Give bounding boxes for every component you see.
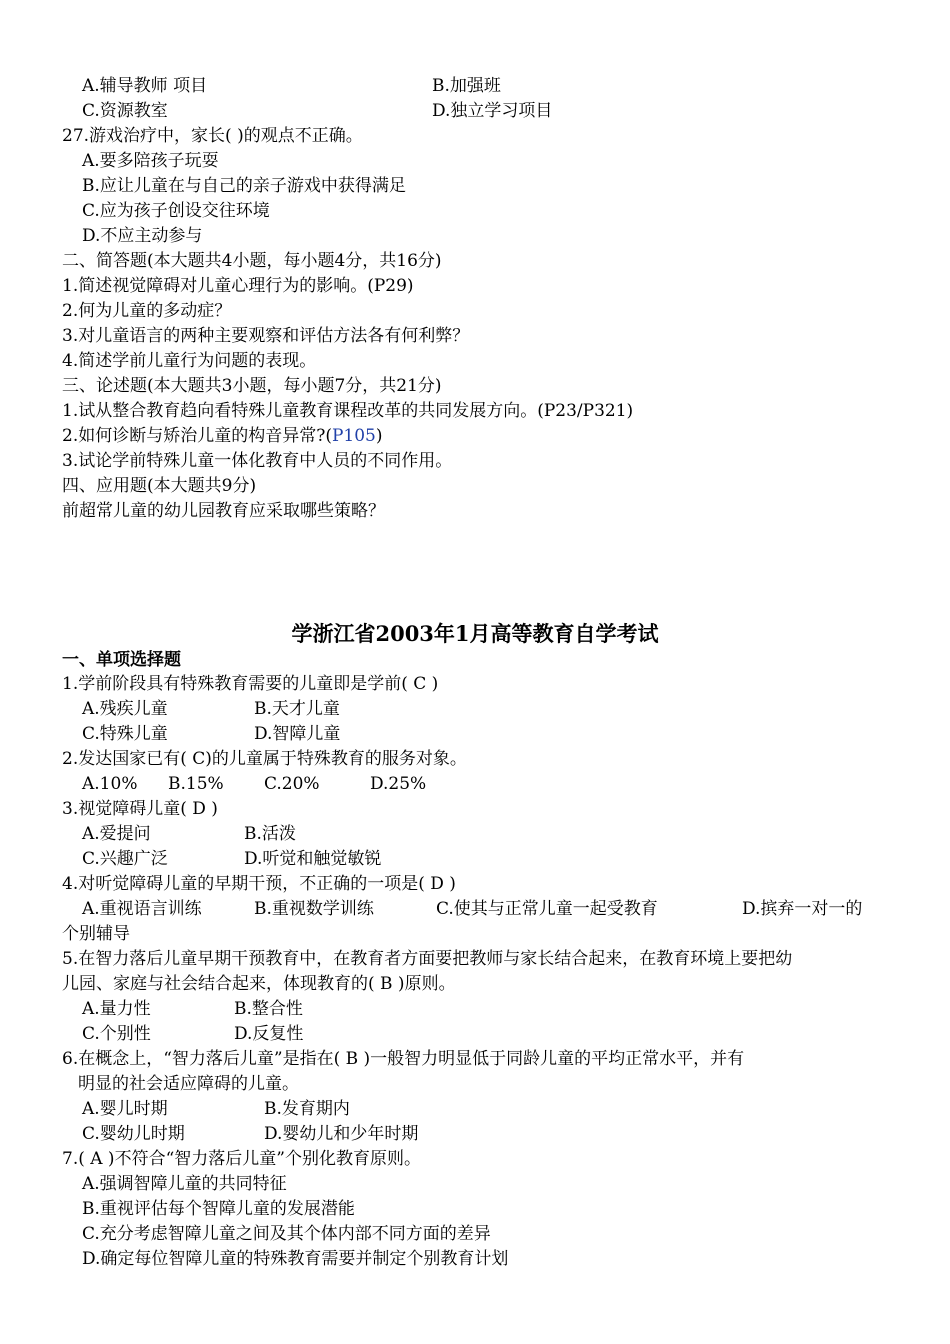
question-5-option-b: B.整合性	[234, 999, 303, 1019]
question-2-stem: 2.发达国家已有( C)的儿童属于特殊教育的服务对象。	[62, 749, 467, 769]
question-2-option-a: A.10%	[82, 774, 138, 794]
application-question: 前超常儿童的幼儿园教育应采取哪些策略？	[62, 501, 385, 521]
question-7-option-c: C.充分考虑智障儿童之间及其个体内部不同方面的差异	[82, 1224, 491, 1244]
question-4-option-c: C.使其与正常儿童一起受教育	[436, 899, 658, 919]
question-6-option-c: C.婴幼儿时期	[82, 1124, 185, 1144]
question-6-stem-line-2: 明显的社会适应障碍的儿童。	[78, 1074, 299, 1094]
essay-q2	[62, 424, 383, 448]
q27-option-a: A.要多陪孩子玩耍	[82, 151, 219, 171]
question-3-option-c: C.兴趣广泛	[82, 849, 168, 869]
q26-option-b: B.加强班	[432, 76, 501, 96]
question-6-option-d: D.婴幼儿和少年时期	[264, 1124, 419, 1144]
question-2-option-d: D.25%	[370, 774, 427, 794]
question-1-stem: 1.学前阶段具有特殊教育需要的儿童即是学前( C )	[62, 674, 439, 694]
question-5-stem-line-2: 儿园、家庭与社会结合起来，体现教育的( B )原则。	[62, 974, 456, 994]
question-5-stem-line-1: 5.在智力落后儿童早期干预教育中，在教育者方面要把教师与家长结合起来，在教育环境上要把幼	[62, 949, 793, 969]
section-short-answer-heading: 二、简答题(本大题共4小题，每小题4分，共16分)	[62, 251, 442, 271]
question-3-option-a: A.爱提问	[82, 824, 151, 844]
q27-stem: 27.游戏治疗中，家长( )的观点不正确。	[62, 126, 363, 146]
question-5-option-a: A.量力性	[82, 999, 151, 1019]
question-4-option-d: D.摈弃一对一的	[742, 899, 863, 919]
question-6-option-b: B.发育期内	[264, 1099, 350, 1119]
question-2-option-c: C.20%	[264, 774, 320, 794]
question-7-stem: 7.( A )不符合“智力落后儿童”个别化教育原则。	[62, 1149, 421, 1169]
section-application-heading: 四、应用题(本大题共9分)	[62, 476, 257, 496]
question-4-stem: 4.对听觉障碍儿童的早期干预，不正确的一项是( D )	[62, 874, 456, 894]
essay-q2-page-ref: P105	[331, 426, 376, 446]
short-answer-q1: 1.简述视觉障碍对儿童心理行为的影响。(P29)	[62, 276, 414, 296]
question-6-stem-line-1: 6.在概念上，“智力落后儿童”是指在( B )一般智力明显低于同龄儿童的平均正常水平，并有	[62, 1049, 745, 1069]
question-1-option-c: C.特殊儿童	[82, 724, 168, 744]
question-7-option-a: A.强调智障儿童的共同特征	[82, 1174, 287, 1194]
question-4-option-b: B.重视数学训练	[254, 899, 374, 919]
question-7-option-d: D.确定每位智障儿童的特殊教育需要并制定个别教育计划	[82, 1249, 509, 1269]
short-answer-q3: 3.对儿童语言的两种主要观察和评估方法各有何利弊？	[62, 326, 470, 346]
short-answer-q4: 4.简述学前儿童行为问题的表现。	[62, 351, 317, 371]
section-essay-heading: 三、论述题(本大题共3小题，每小题7分，共21分)	[62, 376, 442, 396]
question-5-option-c: C.个别性	[82, 1024, 151, 1044]
question-1-option-b: B.天才儿童	[254, 699, 340, 719]
question-3-option-b: B.活泼	[244, 824, 296, 844]
essay-q3: 3.试论学前特殊儿童一体化教育中人员的不同作用。	[62, 451, 453, 471]
question-2-option-b: B.15%	[168, 774, 224, 794]
essay-q2-text: 2.如何诊断与矫治儿童的构音异常?(	[62, 426, 332, 446]
question-3-option-d: D.听觉和触觉敏锐	[244, 849, 382, 869]
q27-option-b: B.应让儿童在与自己的亲子游戏中获得满足	[82, 176, 406, 196]
q26-option-a: A.辅导教师 项目	[82, 76, 208, 96]
question-1-option-a: A.残疾儿童	[82, 699, 168, 719]
essay-q2-close: )	[375, 426, 383, 446]
question-7-option-b: B.重视评估每个智障儿童的发展潜能	[82, 1199, 355, 1219]
short-answer-q2: 2.何为儿童的多动症？	[62, 301, 232, 321]
essay-q1: 1.试从整合教育趋向看特殊儿童教育课程改革的共同发展方向。(P23/P321)	[62, 401, 634, 421]
exam-title: 学浙江省2003年1月高等教育自学考试	[291, 621, 659, 646]
q26-option-c: C.资源教室	[82, 101, 168, 121]
question-4-option-a: A.重视语言训练	[82, 899, 202, 919]
question-6-option-a: A.婴儿时期	[82, 1099, 168, 1119]
q27-option-c: C.应为孩子创设交往环境	[82, 201, 270, 221]
question-3-stem: 3.视觉障碍儿童( D )	[62, 799, 218, 819]
question-4-option-d-continued: 个别辅导	[62, 924, 130, 944]
q26-option-d: D.独立学习项目	[432, 101, 553, 121]
q27-option-d: D.不应主动参与	[82, 226, 203, 246]
question-5-option-d: D.反复性	[234, 1024, 304, 1044]
question-1-option-d: D.智障儿童	[254, 724, 341, 744]
section-single-choice-heading: 一、单项选择题	[62, 650, 181, 670]
